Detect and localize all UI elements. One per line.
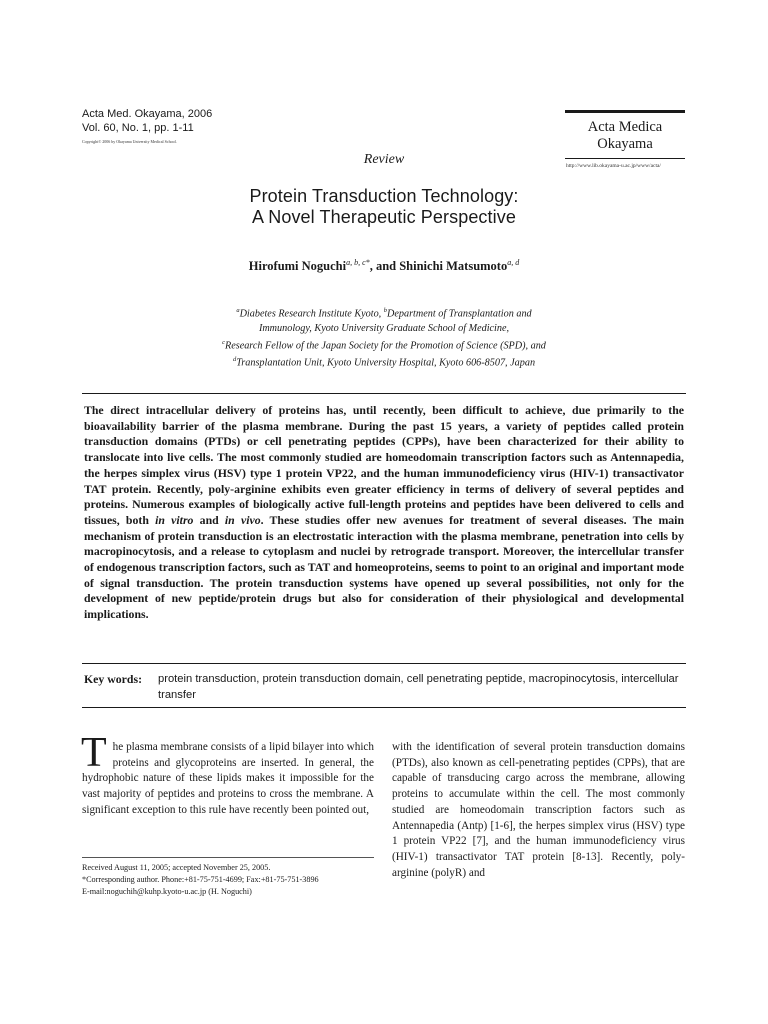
- title-line: A Novel Therapeutic Perspective: [252, 207, 516, 227]
- affiliation-text: Department of Transplantation and: [387, 308, 532, 320]
- affiliation-mark: b: [383, 307, 388, 314]
- affiliation-text: Transplantation Unit, Kyoto University Hospital, Kyoto 606-8507, Japan: [236, 357, 536, 369]
- author-list: [0, 258, 768, 274]
- journal-citation: [82, 107, 212, 135]
- abstract-bottom-rule: [82, 663, 686, 664]
- affiliation-text: Research Fellow of the Japan Society for the Promotion of Science (SPD), and: [224, 340, 546, 352]
- footnotes: [82, 862, 382, 898]
- affiliation-text: Immunology, Kyoto University Graduate School of Medicine,: [258, 322, 510, 334]
- author-affiliation-marks: a, b, c*: [346, 258, 370, 267]
- body-column-right: [392, 740, 685, 881]
- abstract-emphasis: in vivo: [224, 512, 261, 527]
- affiliations: [150, 304, 618, 371]
- abstract-text: . These studies offer new avenues for treatment of several diseases. The main mechanism of protein transduction is an electrostatic interaction with the plasma membrane, penetration into cells by macropinocytosis, and a release to cytoplasm and nuclei by retrograde transport. Moreover, the intercellular transfer of endogenous transcription factors, such as TAT and homeoproteins, seems to point to an original and important mode of signal transduction. The protein transduction systems have opened up several possibilities, not only for the development of new peptide/protein drugs but also for consideration of their physiological and developmental implications.: [84, 512, 685, 622]
- affiliation-line: [150, 336, 618, 354]
- author-affiliation-marks: a, d: [507, 258, 520, 267]
- journal-citation-line: Vol. 60, No. 1, pp. 1-11: [82, 122, 194, 134]
- abstract-text: and: [193, 512, 225, 527]
- affiliation-mark: d: [232, 356, 237, 364]
- affiliation-line: [150, 322, 618, 336]
- drop-cap: T: [81, 730, 107, 776]
- abstract-text: The direct intracellular delivery of proteins has, until recently, been difficult to achieve, due primarily to the bioavailability barrier of the plasma membrane. During the past 15 years, a variety of peptides called protein transduction domains (PTDs) or cell penetrating peptides (CPPs), have been characterized for their ability to translocate into live cells. The most commonly studied are homeodomain transcription factors such as Antennapedia, the herpes simplex virus (HSV) type 1 protein VP22, and the human immunodeficiency virus (HIV-1) transactivator TAT protein. Recently, poly-arginine exhibits even greater efficiency in terms of delivery of several peptides and proteins. Numerous examples of biologically active full-length proteins and peptides have been delivered to cells and tissues, both: [84, 403, 684, 527]
- keywords-label: Key words:: [84, 672, 142, 686]
- article-type: Review: [363, 152, 405, 167]
- author-name: Hirofumi Noguchi: [248, 259, 347, 274]
- affiliation-mark: a: [236, 307, 240, 314]
- affiliation-line: [150, 353, 618, 371]
- affiliation-text: Diabetes Research Institute Kyoto,: [239, 308, 382, 320]
- copyright-notice: Copyright© 2006 by Okayama University Medical School.: [82, 139, 177, 144]
- author-email[interactable]: E-mail:noguchih@kuhp.kyoto-u.ac.jp (H. Noguchi): [82, 887, 252, 896]
- journal-name-line: Okayama: [597, 136, 653, 152]
- keywords-rule: [82, 707, 686, 708]
- journal-url[interactable]: http://www.lib.okayama-u.ac.jp/www/acta/: [566, 163, 661, 169]
- keywords-text: protein transduction, protein transduction domain, cell penetrating peptide, macropinocytosis, intercellular transfer: [158, 673, 679, 701]
- affiliation-line: [150, 304, 618, 322]
- body-column-left: [81, 730, 374, 819]
- abstract-top-rule: [82, 393, 686, 394]
- title-line: Protein Transduction Technology:: [249, 186, 519, 206]
- journal-name-line: Acta Medica: [587, 119, 663, 135]
- received-date: Received August 11, 2005; accepted November 25, 2005.: [82, 863, 271, 872]
- affiliation-mark: c: [222, 338, 225, 346]
- paper-title: [0, 186, 768, 228]
- corresponding-author: *Corresponding author. Phone:+81-75-751-4699; Fax:+81-75-751-3896: [82, 875, 319, 884]
- footnote-rule: [82, 857, 374, 858]
- abstract: [84, 403, 684, 623]
- author-separator: , and Shinichi Matsumoto: [369, 259, 508, 274]
- body-text: he plasma membrane consists of a lipid bilayer into which proteins and glycoproteins are inserted. In general, the hydrophobic nature of these lipids makes it impossible for the vast majority of peptides and proteins to cross the membrane. A significant exception to this rule have recently been pointed out,: [82, 741, 374, 816]
- abstract-emphasis: in vitro: [155, 512, 194, 527]
- body-text: with the identification of several protein transduction domains (PTDs), also known as cell-penetrating peptides (CPPs), that are capable of transducing cargo across the membrane, allowing proteins to accumulate within the cell. The most commonly studied are homeodomain transcription factors such as Antennapedia (Antp) [1-6], the herpes simplex virus (HSV) type 1 protein VP22 [7], and the human immunodeficiency virus (HIV-1) transactivator TAT protein [8-13]. Recently, poly-arginine (polyR) and: [392, 741, 685, 879]
- journal-citation-line: Acta Med. Okayama, 2006: [82, 108, 213, 120]
